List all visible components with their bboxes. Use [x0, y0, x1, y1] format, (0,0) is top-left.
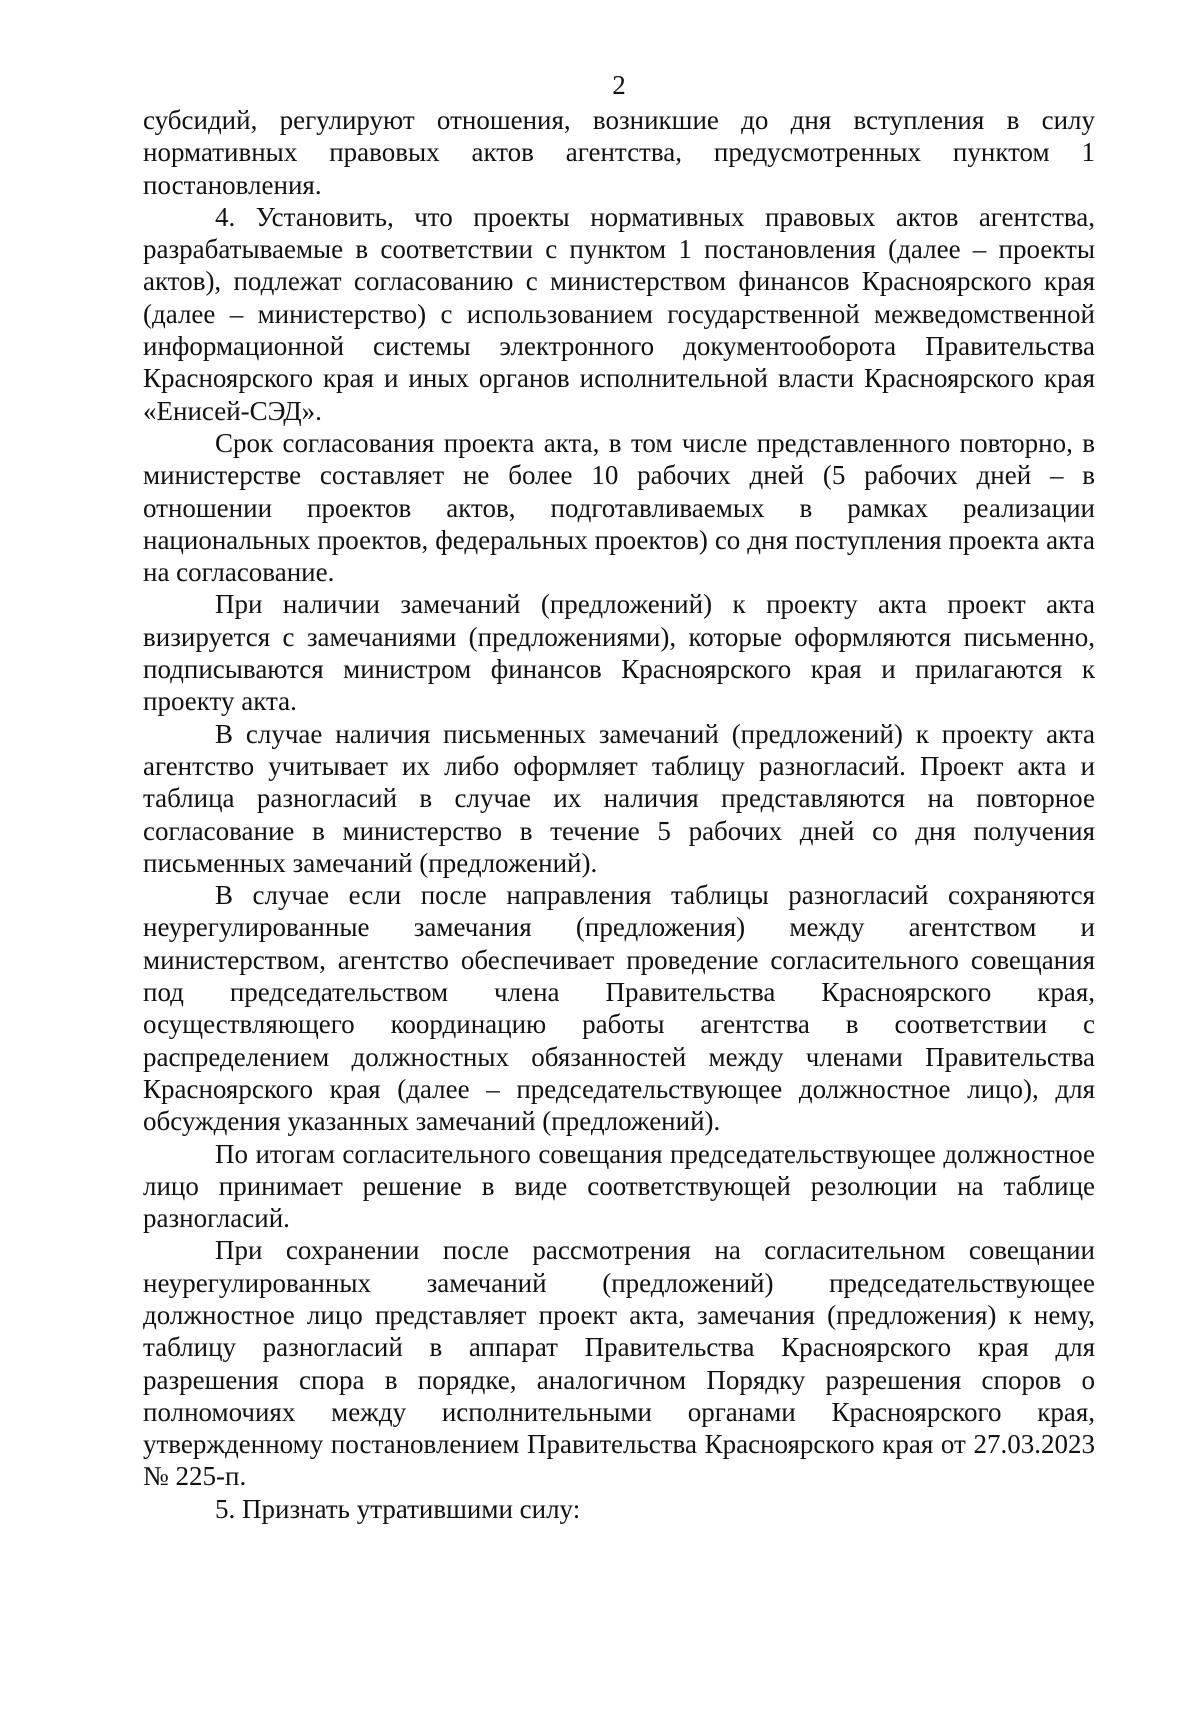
paragraph-meeting-results: По итогам согласительного совещания председательствующее должностное лицо принимает решение в виде соответствующей резолюции на таблице разногласий.	[143, 1138, 1095, 1234]
paragraph-dispute-resolution: При сохранении после рассмотрения на согласительном совещании неурегулированных замечаний (предложений) председательствующее должностное лицо представляет проект акта, замечания (предложения) к нему, таблицу разногласий в аппарат Правительства Красноярского края для разрешения спора в порядке, аналогичном Порядку разрешения споров о полномочиях между исполнительными органами Красноярского края, утвержденному постановлением Правительства Красноярского края от 27.03.2023 № 225-п.	[143, 1235, 1095, 1492]
paragraph-remarks: При наличии замечаний (предложений) к проекту акта проект акта визируется с замечаниями (предложениями), которые оформляются письменно, подписываются министром финансов Красноярского края и прилагаются к проекту акта.	[143, 589, 1095, 717]
paragraph-continuation: субсидий, регулируют отношения, возникшие до дня вступления в силу нормативных правовых актов агентства, предусмотренных пунктом 1 постановления.	[143, 105, 1095, 200]
document-page	[143, 70, 1095, 1525]
paragraph-item-4: 4. Установить, что проекты нормативных правовых актов агентства, разрабатываемые в соответствии с пунктом 1 постановления (далее – проекты актов), подлежат согласованию с министерством финансов Красноярского края (далее – министерство) с использованием государственной межведомственной информационной системы электронного документооборота Правительства Красноярского края и иных органов исполнительной власти Красноярского края «Енисей-СЭД».	[143, 201, 1095, 426]
paragraph-written-remarks: В случае наличия письменных замечаний (предложений) к проекту акта агентство учитывает их либо оформляет таблицу разногласий. Проект акта и таблица разногласий в случае их наличия представляются на повторное согласование в министерство в течение 5 рабочих дней со дня получения письменных замечаний (предложений).	[143, 718, 1095, 878]
paragraph-conciliation-meeting: В случае если после направления таблицы разногласий сохраняются неурегулированные замечания (предложения) между агентством и министерством, агентство обеспечивает проведение согласительного совещания под председательством члена Правительства Красноярского края, осуществляющего координацию работы агентства в соответствии с распределением должностных обязанностей между членами Правительства Красноярского края (далее – председательствующее должностное лицо), для обсуждения указанных замечаний (предложений).	[143, 880, 1095, 1137]
paragraph-approval-term: Срок согласования проекта акта, в том числе представленного повторно, в министерстве составляет не более 10 рабочих дней (5 рабочих дней – в отношении проектов актов, подготавливаемых в рамках реализации национальных проектов, федеральных проектов) со дня поступления проекта акта на согласование.	[143, 427, 1095, 588]
paragraph-item-5: 5. Признать утратившими силу:	[215, 1493, 581, 1524]
page-number: 2	[612, 70, 626, 100]
